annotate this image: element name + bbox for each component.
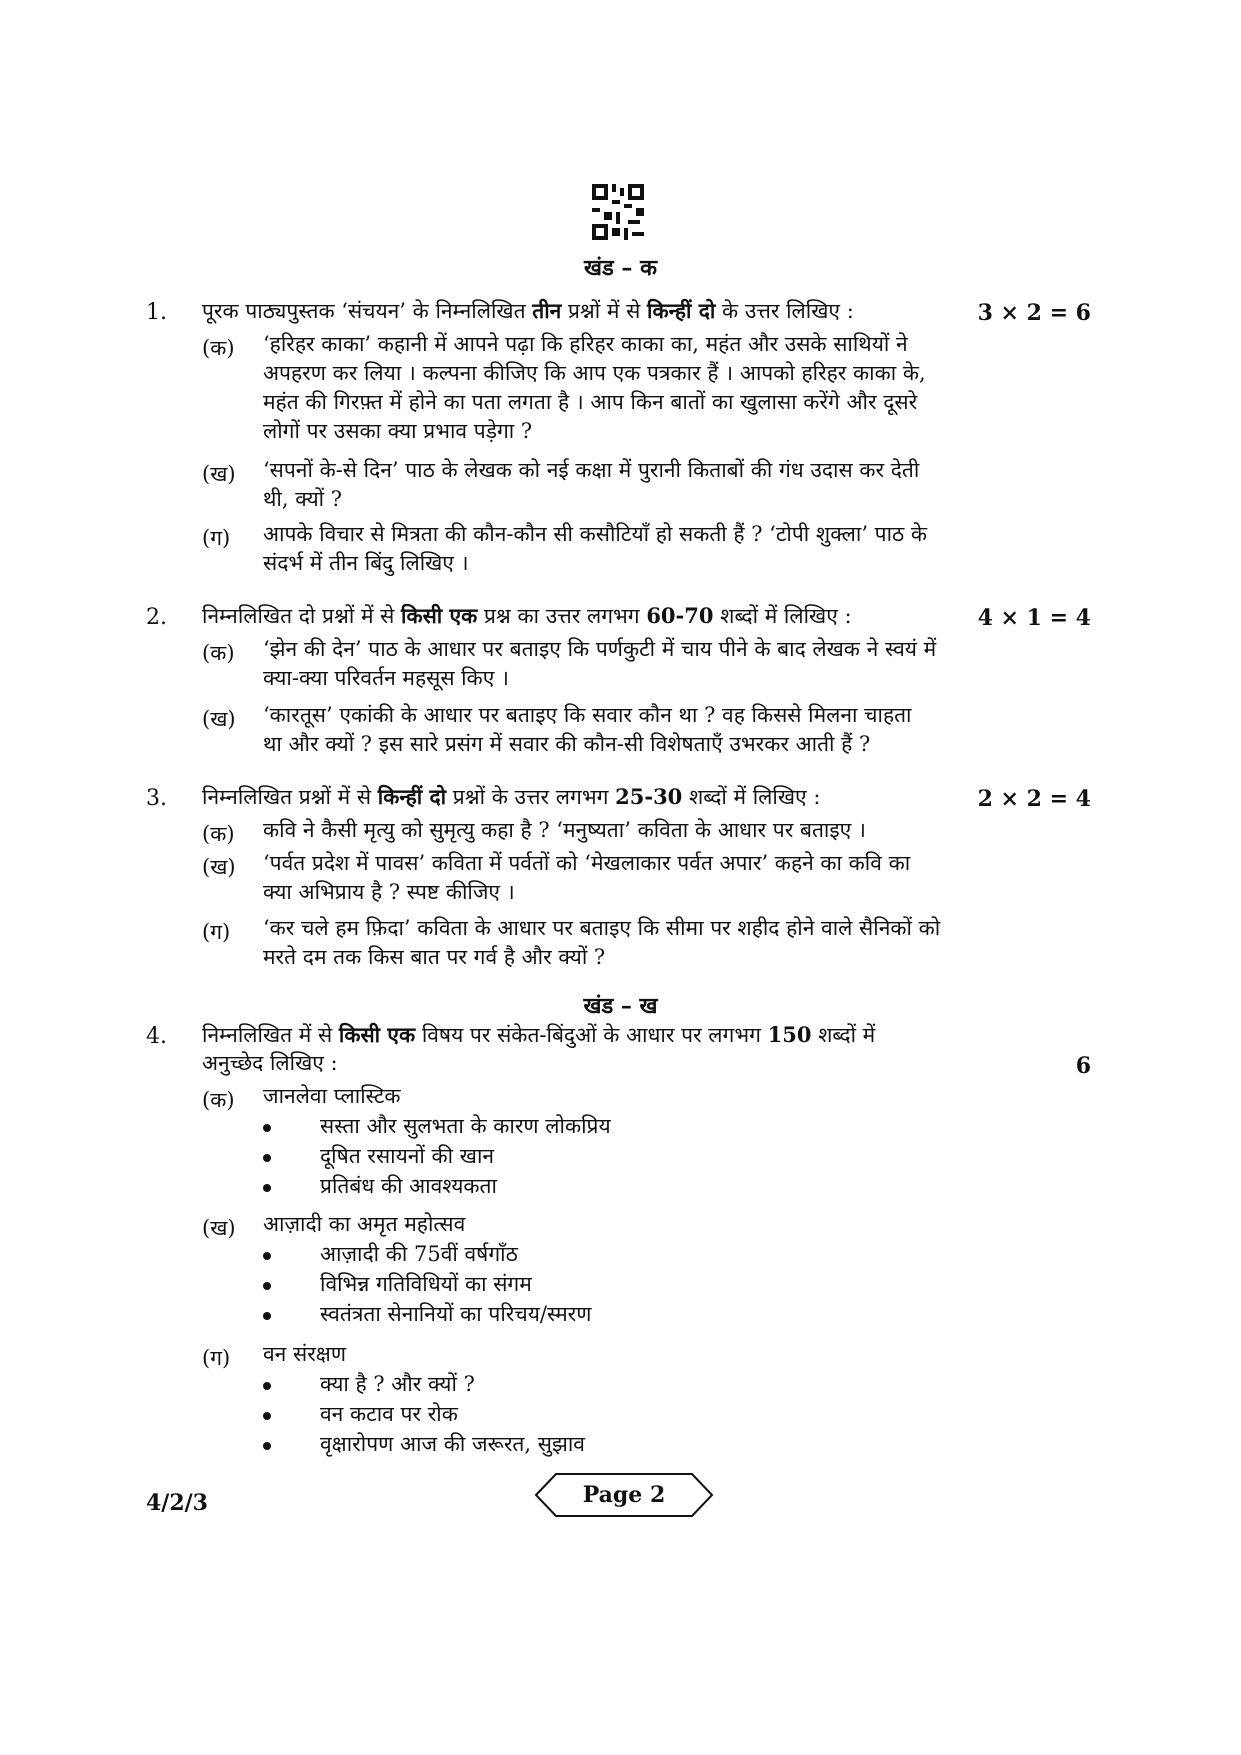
bullet-icon <box>263 1442 271 1450</box>
question-3-number: 3. <box>146 786 167 811</box>
q3-part-c-line: मरते दम तक किस बात पर गर्व है और क्यों ? <box>263 945 606 969</box>
question-4-marks: 6 <box>1075 1053 1091 1079</box>
q3-part-a-label: (क) <box>202 822 235 846</box>
q2-part-a-line: ‘झेन की देन’ पाठ के आधार पर बताइए कि पर्णकुटी में चाय पीने के बाद लेखक ने स्वयं में <box>263 637 937 661</box>
q4-topic-a-point: सस्ता और सुलभता के कारण लोकप्रिय <box>320 1114 611 1138</box>
q4-topic-b-title: आज़ादी का अमृत महोत्सव <box>263 1212 466 1236</box>
q4-topic-c-point: क्या है ? और क्यों ? <box>320 1372 475 1396</box>
paper-code: 4/2/3 <box>146 1490 208 1516</box>
q3-part-c-label: (ग) <box>202 920 231 944</box>
q1-part-a-line: ‘हरिहर काका’ कहानी में आपने पढ़ा कि हरिहर काका का, महंत और उसके साथियों ने <box>263 332 908 356</box>
q2-part-b-line: था और क्यों ? इस सारे प्रसंग में सवार की कौन-सी विशेषताएँ उभरकर आती हैं ? <box>263 732 871 756</box>
q1-part-c-label: (ग) <box>202 526 231 550</box>
q4-topic-b-label: (ख) <box>202 1216 236 1240</box>
q4-topic-b-point: स्वतंत्रता सेनानियों का परिचय/स्मरण <box>320 1302 592 1326</box>
q4-topic-a-point: प्रतिबंध की आवश्यकता <box>320 1174 497 1198</box>
q1-part-b-line: थी, क्यों ? <box>263 487 342 511</box>
question-4-number: 4. <box>146 1024 167 1049</box>
q1-part-a-line: लोगों पर उसका क्या प्रभाव पड़ेगा ? <box>263 419 533 443</box>
q4-topic-c-point: वन कटाव पर रोक <box>320 1402 458 1426</box>
page-number: Page 2 <box>582 1482 666 1508</box>
q4-topic-a-point: दूषित रसायनों की खान <box>320 1144 495 1168</box>
q1-part-a-label: (क) <box>202 336 235 360</box>
bullet-icon <box>263 1184 271 1192</box>
q1-part-b-line: ‘सपनों के-से दिन’ पाठ के लेखक को नई कक्षा में पुरानी किताबों की गंध उदास कर देती <box>263 458 920 482</box>
q1-part-c-line: आपके विचार से मित्रता की कौन-कौन सी कसौटियाँ हो सकती हैं ? ‘टोपी शुक्ला’ पाठ के <box>263 522 928 546</box>
q4-topic-a-label: (क) <box>202 1088 235 1112</box>
question-2-text: निम्नलिखित दो प्रश्नों में से किसी एक प्रश्न का उत्तर लगभग 60-70 शब्दों में लिखिए : <box>202 603 852 628</box>
q2-part-a-label: (क) <box>202 641 235 665</box>
q3-part-a-line: कवि ने कैसी मृत्यु को सुमृत्यु कहा है ? ‘मनुष्यता’ कविता के आधार पर बताइए । <box>263 818 866 842</box>
q4-topic-c-title: वन संरक्षण <box>263 1342 347 1366</box>
q2-part-b-line: ‘कारतूस’ एकांकी के आधार पर बताइए कि सवार कौन था ? वह किससे मिलना चाहता <box>263 703 912 727</box>
q2-part-b-label: (ख) <box>202 707 236 731</box>
question-1-number: 1. <box>146 300 167 325</box>
bullet-icon <box>263 1154 271 1162</box>
question-1-text: पूरक पाठ्यपुस्तक ‘संचयन’ के निम्नलिखित तीन प्रश्नों में से किन्हीं दो के उत्तर लिखिए : <box>202 298 854 323</box>
question-2-number: 2. <box>146 605 167 630</box>
q3-part-c-line: ‘कर चले हम फ़िदा’ कविता के आधार पर बताइए कि सीमा पर शहीद होने वाले सैनिकों को <box>263 916 941 940</box>
bullet-icon <box>263 1252 271 1260</box>
question-2-marks: 4 × 1 = 4 <box>977 605 1091 631</box>
q4-topic-b-point: विभिन्न गतिविधियों का संगम <box>320 1272 532 1296</box>
question-3-marks: 2 × 2 = 4 <box>977 786 1091 812</box>
question-3-text: निम्नलिखित प्रश्नों में से किन्हीं दो प्रश्नों के उत्तर लगभग 25-30 शब्दों में लिखिए : <box>202 784 821 809</box>
q1-part-b-label: (ख) <box>202 462 236 486</box>
q1-part-a-line: महंत की गिरफ़्त में होने का पता लगता है । आप किन बातों का खुलासा करेंगे और दूसरे <box>263 390 918 414</box>
q1-part-a-line: अपहरण कर लिया । कल्पना कीजिए कि आप एक पत्रकार हैं । आपको हरिहर काका के, <box>263 361 926 385</box>
q1-part-c-line: संदर्भ में तीन बिंदु लिखिए । <box>263 551 469 575</box>
q4-topic-c-point: वृक्षारोपण आज की जरूरत, सुझाव <box>320 1432 585 1456</box>
question-4-text: निम्नलिखित में से किसी एक विषय पर संकेत-बिंदुओं के आधार पर लगभग 150 शब्दों में <box>202 1022 876 1047</box>
bullet-icon <box>263 1412 271 1420</box>
q4-topic-c-label: (ग) <box>202 1346 231 1370</box>
bullet-icon <box>263 1382 271 1390</box>
q3-part-b-line: क्या अभिप्राय है ? स्पष्ट कीजिए । <box>263 880 515 904</box>
q3-part-b-label: (ख) <box>202 855 236 879</box>
q4-topic-b-point: आज़ादी की 75वीं वर्षगाँठ <box>320 1242 518 1266</box>
q4-topic-a-title: जानलेवा प्लास्टिक <box>263 1084 401 1108</box>
section-b-title: खंड – ख <box>583 993 658 1019</box>
question-4-text-line2: अनुच्छेद लिखिए : <box>202 1051 338 1075</box>
section-a-title: खंड – क <box>584 255 657 281</box>
bullet-icon <box>263 1124 271 1132</box>
q3-part-b-line: ‘पर्वत प्रदेश में पावस’ कविता में पर्वतों को ‘मेखलाकार पर्वत अपार’ कहने का कवि का <box>263 851 911 875</box>
q2-part-a-line: क्या-क्या परिवर्तन महसूस किए । <box>263 666 510 690</box>
bullet-icon <box>263 1312 271 1320</box>
qr-code-icon <box>592 184 644 240</box>
bullet-icon <box>263 1282 271 1290</box>
question-1-marks: 3 × 2 = 6 <box>977 300 1091 326</box>
